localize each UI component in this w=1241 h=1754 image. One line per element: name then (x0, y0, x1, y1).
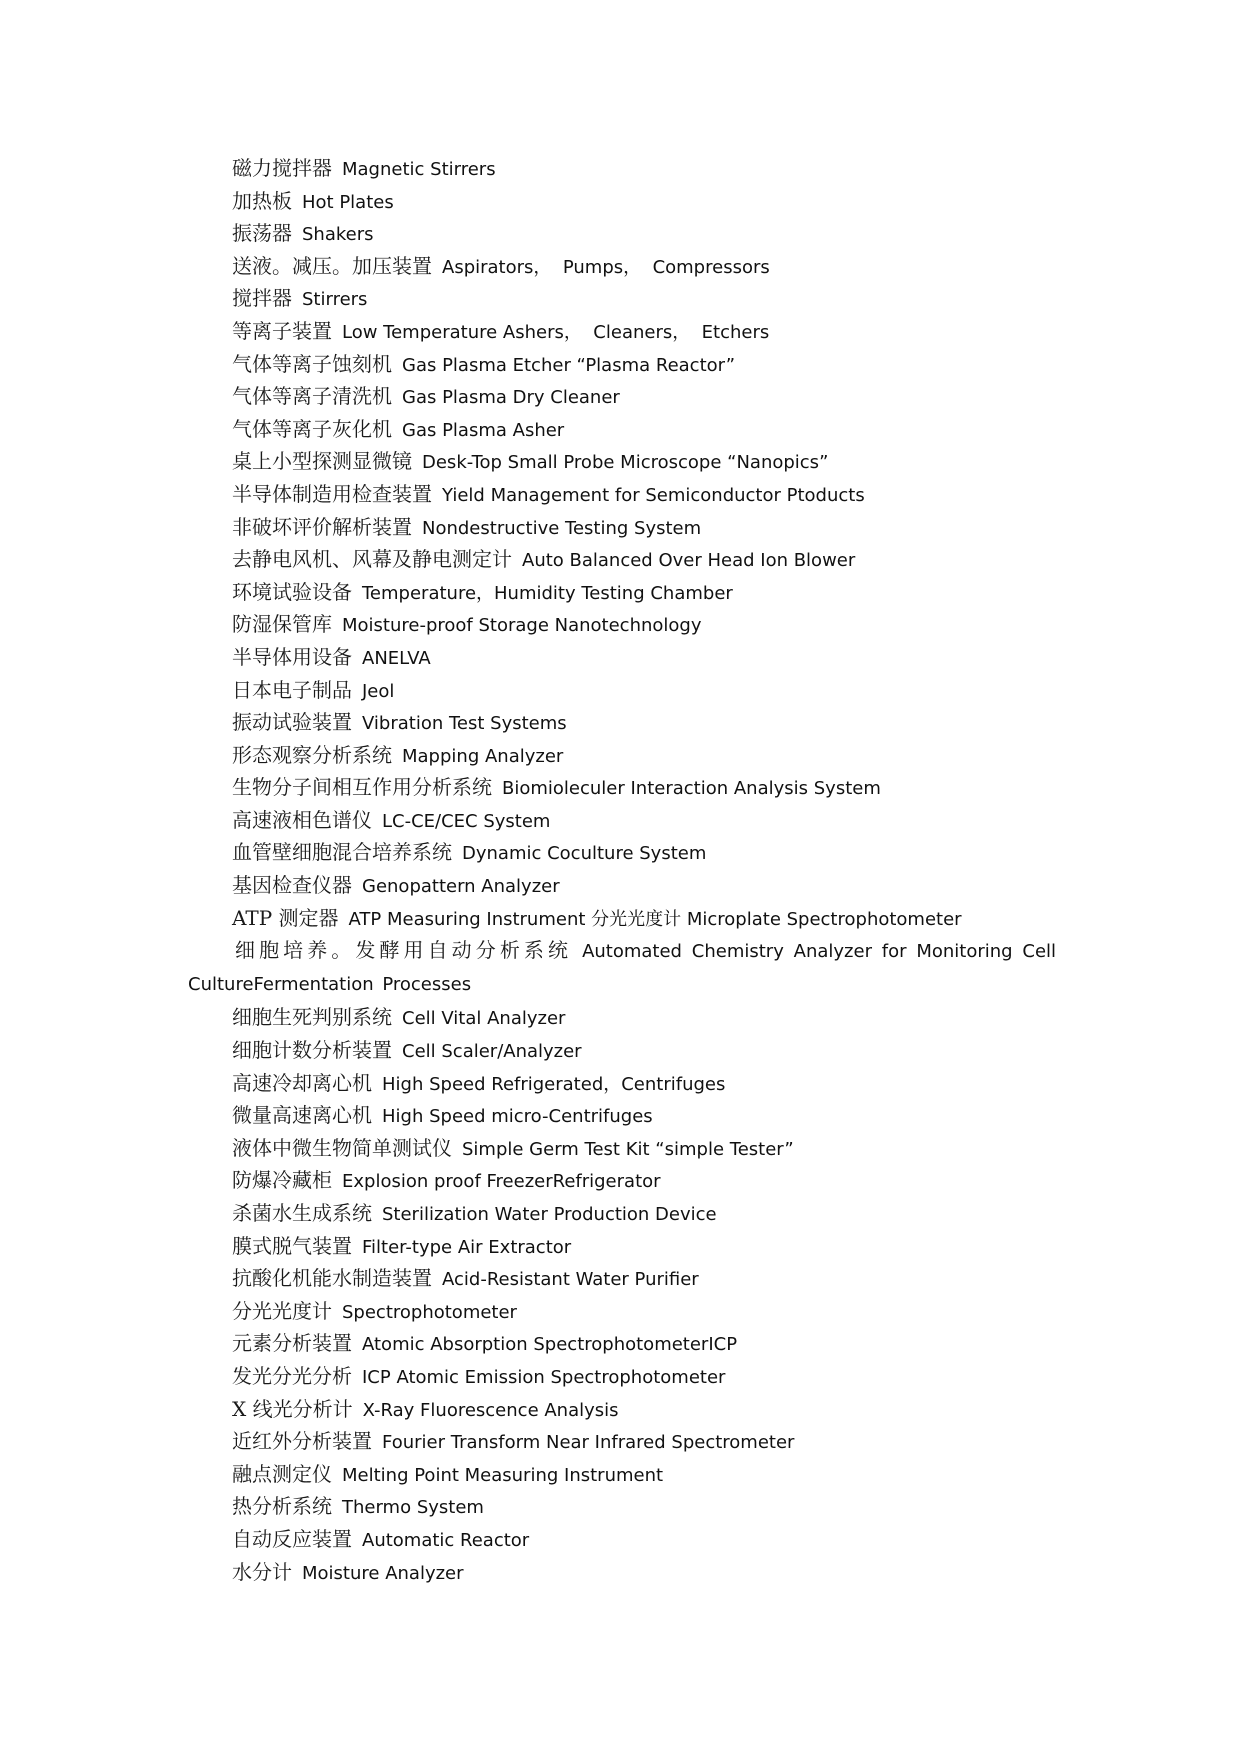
english-term: High Speed micro-Centrifuges (382, 1106, 653, 1128)
chinese-term: 半导体制造用检查装置 (232, 481, 432, 506)
list-item (188, 739, 1088, 772)
list-item (188, 1034, 1088, 1067)
english-term: Biomioleculer Interaction Analysis System (502, 778, 881, 800)
chinese-term: 磁力搅拌器 (232, 156, 332, 180)
chinese-term: 融点测定仪 (232, 1461, 332, 1486)
list-item (188, 1458, 1088, 1491)
english-term: Atomic Absorption SpectrophotometerICP (362, 1334, 738, 1356)
chinese-term: 发光分光分析 (232, 1363, 352, 1388)
list-item (188, 1360, 1088, 1393)
chinese-term: 热分析系统 (232, 1494, 332, 1519)
list-item (188, 250, 1088, 283)
chinese-term: 高速冷却离心机 (232, 1070, 372, 1095)
english-term: Sterilization Water Production Device (382, 1204, 717, 1225)
list-item (188, 315, 1088, 348)
list-item (188, 1164, 1088, 1197)
chinese-term: 非破坏评价解析装置 (232, 514, 412, 539)
english-term: Dynamic Coculture System (462, 843, 707, 865)
chinese-term: 杀菌水生成系统 (232, 1201, 372, 1225)
chinese-term: 血管壁细胞混合培养系统 (232, 840, 452, 865)
chinese-term: 近红外分析装置 (232, 1429, 372, 1454)
chinese-term: 气体等离子蚀刻机 (232, 351, 392, 376)
list-item (188, 641, 1088, 674)
chinese-term: 桌上小型探测显微镜 (232, 449, 412, 474)
chinese-term: 分光光度计 (232, 1298, 332, 1323)
list-item (188, 1556, 1088, 1589)
list-item (188, 902, 1088, 935)
english-term: Thermo System (342, 1497, 484, 1519)
chinese-term: 微量高速离心机 (232, 1103, 372, 1128)
english-term: Jeol (362, 680, 395, 702)
english-term: Aspirators， Pumps， Compressors (442, 256, 770, 278)
chinese-term: 基因检查仪器 (232, 873, 352, 898)
list-item (188, 217, 1088, 250)
english-term: ANELVA (362, 647, 431, 669)
list-item (188, 1490, 1088, 1523)
english-term: Fourier Transform Near Infrared Spectrometer (382, 1432, 795, 1454)
list-item (188, 152, 1088, 185)
list-item (188, 1523, 1088, 1556)
list-item (188, 511, 1088, 544)
english-term: Spectrophotometer (342, 1301, 517, 1323)
chinese-term: 防爆冷藏柜 (232, 1168, 332, 1193)
list-item (188, 1230, 1088, 1263)
english-term: Explosion proof FreezerRefrigerator (342, 1171, 661, 1193)
list-item (188, 348, 1088, 381)
chinese-term: 生物分子间相互作用分析系统 (232, 775, 492, 800)
english-term: Moisture-proof Storage Nanotechnology (342, 615, 702, 637)
chinese-term: 振荡器 (232, 221, 292, 246)
english-term: Cell Scaler/Analyzer (402, 1041, 582, 1063)
chinese-term: 搅拌器 (232, 286, 292, 311)
list-item (188, 1393, 1088, 1426)
list-item (188, 1425, 1088, 1458)
english-term: Moisture Analyzer (302, 1562, 464, 1584)
english-term: Hot Plates (302, 191, 394, 213)
list-item (188, 445, 1088, 478)
english-term: Acid-Resistant Water Purifier (442, 1269, 699, 1291)
english-term: Magnetic Stirrers (342, 159, 496, 180)
chinese-term: 环境试验设备 (232, 579, 352, 604)
chinese-term: 加热板 (232, 188, 292, 213)
list-item (188, 1099, 1088, 1132)
english-term: Gas Plasma Asher (402, 419, 565, 441)
chinese-term: 水分计 (232, 1559, 292, 1584)
equipment-list (188, 152, 1088, 1588)
list-item (188, 934, 1056, 1001)
english-term: Gas Plasma Etcher “Plasma Reactor” (402, 354, 736, 376)
chinese-term: 半导体用设备 (232, 644, 352, 669)
chinese-term: 日本电子制品 (232, 677, 352, 702)
english-term: Yield Management for Semiconductor Ptoducts (442, 484, 865, 506)
chinese-term: 元素分析装置 (232, 1331, 352, 1356)
chinese-term: 自动反应装置 (232, 1526, 352, 1551)
chinese-term: 抗酸化机能水制造装置 (232, 1266, 432, 1291)
list-item (188, 804, 1088, 837)
list-item (188, 1327, 1088, 1360)
english-term: Nondestructive Testing System (422, 517, 702, 539)
english-term: Stirrers (302, 289, 368, 311)
list-item (188, 1132, 1088, 1165)
chinese-term: ATP 测定器 (232, 905, 339, 930)
list-item (188, 478, 1088, 511)
english-term: Cell Vital Analyzer (402, 1008, 566, 1030)
list-item (188, 1001, 1088, 1034)
list-item (188, 576, 1088, 609)
chinese-term: 细胞生死判别系统 (232, 1005, 392, 1030)
chinese-term: 高速液相色谱仪 (232, 807, 372, 832)
english-term: ATP Measuring Instrument 分光光度计 Microplate Spectrophotometer (348, 908, 962, 930)
chinese-term: 气体等离子灰化机 (232, 416, 392, 441)
chinese-term: 振动试验装置 (232, 710, 352, 735)
english-term: Auto Balanced Over Head Ion Blower (522, 550, 856, 572)
english-term: Gas Plasma Dry Cleaner (402, 387, 620, 409)
list-item (188, 1197, 1088, 1230)
list-item (188, 706, 1088, 739)
chinese-term: 气体等离子清洗机 (232, 384, 392, 409)
list-item (188, 771, 1088, 804)
list-item (188, 1295, 1088, 1328)
english-term: Vibration Test Systems (362, 713, 567, 735)
chinese-term: 细胞培养。发酵用自动分析系统 (235, 938, 573, 963)
english-term: Shakers (302, 224, 374, 246)
english-term: Filter-type Air Extractor (362, 1236, 572, 1258)
english-term: Genopattern Analyzer (362, 876, 560, 898)
english-term: Simple Germ Test Kit “simple Tester” (462, 1138, 794, 1160)
list-item (188, 869, 1088, 902)
list-item (188, 185, 1088, 218)
chinese-term: 去静电风机、风幕及静电测定计 (232, 547, 512, 572)
english-term: Automated Chemistry Analyzer for Monitoring Cell CultureFermentation Processes (188, 941, 1057, 995)
chinese-term: 细胞计数分析装置 (232, 1038, 392, 1063)
chinese-term: X 线光分析计 (232, 1396, 353, 1421)
list-item (188, 1067, 1088, 1100)
chinese-term: 液体中微生物简单测试仪 (232, 1135, 452, 1160)
english-term: X-Ray Fluorescence Analysis (362, 1399, 619, 1421)
english-term: Desk-Top Small Probe Microscope “Nanopics” (422, 452, 829, 474)
list-item (188, 608, 1088, 641)
chinese-term: 等离子装置 (232, 318, 332, 343)
english-term: Mapping Analyzer (402, 745, 564, 767)
english-term: Temperature，Humidity Testing Chamber (362, 582, 733, 604)
list-item (188, 380, 1088, 413)
chinese-term: 防湿保管库 (232, 612, 332, 637)
english-term: Melting Point Measuring Instrument (342, 1464, 664, 1486)
chinese-term: 膜式脱气装置 (232, 1233, 352, 1258)
english-term: LC-CE/CEC System (382, 810, 551, 832)
list-item (188, 674, 1088, 707)
english-term: Automatic Reactor (362, 1529, 530, 1551)
list-item (188, 543, 1088, 576)
english-term: High Speed Refrigerated，Centrifuges (382, 1073, 726, 1095)
list-item (188, 836, 1088, 869)
list-item (188, 413, 1088, 446)
list-item (188, 282, 1088, 315)
chinese-term: 形态观察分析系统 (232, 742, 392, 767)
list-item (188, 1262, 1088, 1295)
chinese-term: 送液。减压。加压装置 (232, 253, 432, 278)
english-term: ICP Atomic Emission Spectrophotometer (362, 1366, 726, 1388)
english-term: Low Temperature Ashers， Cleaners， Etchers (342, 321, 770, 343)
